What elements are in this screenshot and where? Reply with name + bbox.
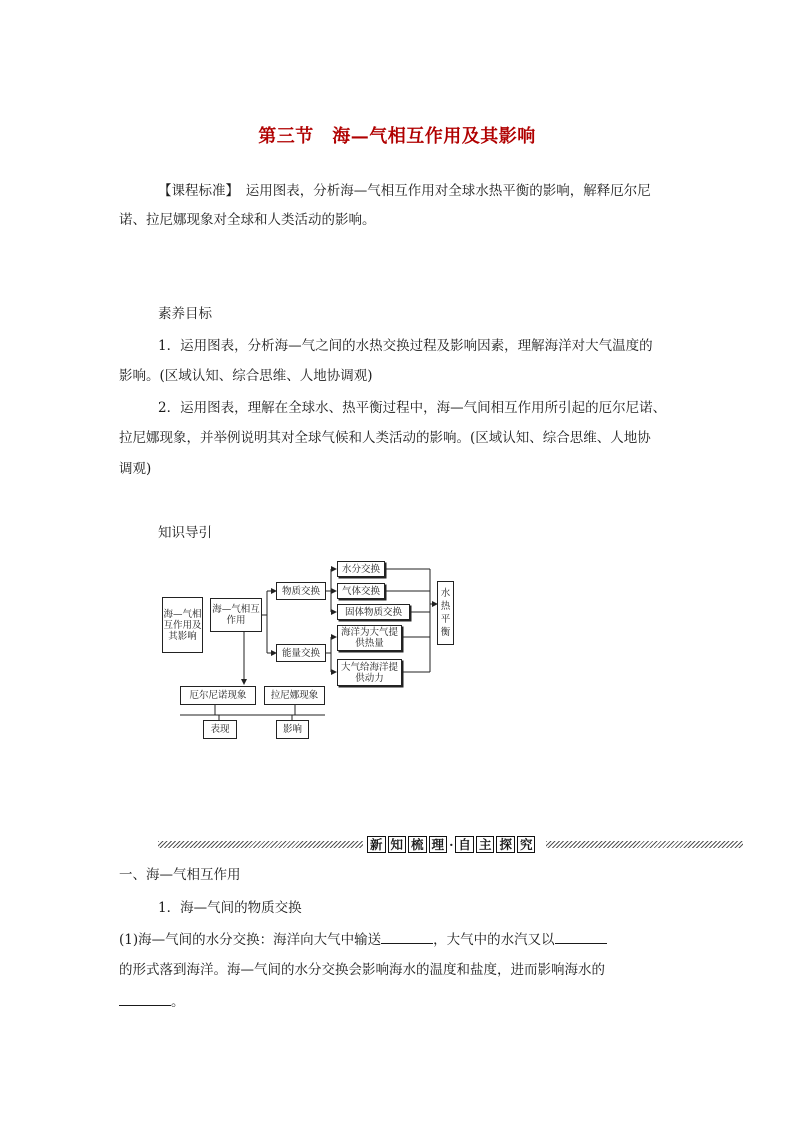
paragraph-line2: 的形式落到海洋。海—气间的水分交换会影响海水的温度和盐度，进而影响海水的 — [119, 962, 605, 978]
concept-elnino-box: 厄尔尼诺现象 — [180, 686, 256, 705]
banner-char: 探 — [496, 836, 515, 853]
banner-char: 知 — [388, 836, 407, 853]
concept-balance-box: 水热平衡 — [437, 581, 454, 645]
concept-water-box: 水分交换 — [337, 561, 385, 577]
banner-char: 梳 — [408, 836, 427, 853]
page-title: 第三节 海—气相互作用及其影响 — [258, 126, 536, 147]
guide-heading: 知识导引 — [158, 525, 212, 541]
section-banner — [367, 835, 535, 853]
section-heading: 一、海—气相互作用 — [119, 867, 241, 883]
course-standard-text: 运用图表，分析海—气相互作用对全球水热平衡的影响，解释厄尔尼 — [232, 183, 651, 199]
concept-air-power-box: 大气给海洋提供动力 — [337, 659, 402, 686]
concept-root-box: 海—气相互作用及其影响 — [162, 597, 203, 653]
course-standard-line2: 诺、拉尼娜现象对全球和人类活动的影响。 — [119, 212, 376, 228]
answer-blank[interactable] — [555, 929, 607, 944]
goal-2-line3: 调观) — [119, 461, 152, 477]
banner-char: 主 — [476, 836, 495, 853]
banner-char: 新 — [367, 836, 386, 853]
banner-char: 自 — [455, 836, 474, 853]
goal-2-line2: 拉尼娜现象，并举例说明其对全球气候和人类活动的影响。(区域认知、综合思维、人地协 — [119, 430, 651, 446]
concept-gas-box: 气体交换 — [337, 583, 385, 599]
banner-right-hatch — [546, 841, 743, 848]
concept-lanina-box: 拉尼娜现象 — [264, 686, 325, 705]
banner-dot: · — [449, 836, 454, 852]
answer-blank[interactable] — [119, 991, 171, 1006]
banner-left-hatch — [158, 841, 363, 848]
subsection-heading: 1．海—气间的物质交换 — [158, 900, 302, 916]
concept-solid-box: 固体物质交换 — [337, 604, 410, 620]
goals-heading: 素养目标 — [158, 306, 212, 322]
paragraph-line1: (1)海—气间的水分交换：海洋向大气中输送 ，大气中的水汽又以 — [119, 929, 607, 950]
concept-center-box: 海—气相互作用 — [210, 598, 262, 632]
paragraph-line3: 。 — [119, 991, 185, 1012]
banner-char: 理 — [429, 836, 448, 853]
goal-1-line2: 影响。(区域认知、综合思维、人地协调观) — [119, 368, 373, 384]
concept-manifest-box: 表现 — [203, 720, 237, 739]
concept-material-box: 物质交换 — [276, 582, 326, 600]
concept-influence-box: 影响 — [276, 720, 309, 739]
goal-1-line1: 1．运用图表，分析海—气之间的水热交换过程及影响因素，理解海洋对大气温度的 — [158, 338, 653, 354]
concept-ocean-heat-box: 海洋为大气提供热量 — [337, 625, 402, 651]
course-standard-tag: 【课程标准】 — [158, 183, 233, 199]
concept-energy-box: 能量交换 — [276, 644, 326, 662]
goal-2-line1: 2．运用图表，理解在全球水、热平衡过程中，海—气间相互作用所引起的厄尔尼诺、 — [158, 400, 667, 416]
banner-char: 究 — [517, 836, 536, 853]
answer-blank[interactable] — [381, 929, 433, 944]
